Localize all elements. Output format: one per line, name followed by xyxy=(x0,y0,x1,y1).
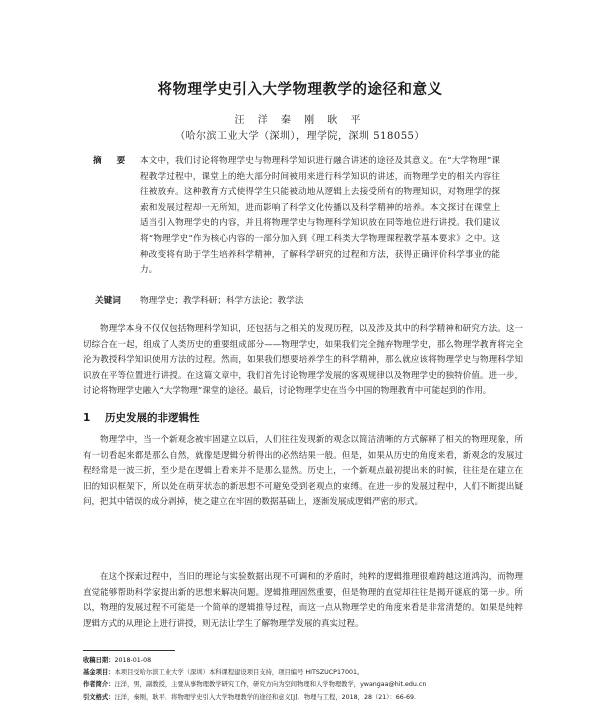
keywords-label: 关键词 xyxy=(95,296,121,306)
footnote-received: 收稿日期：2018-01-08 xyxy=(83,657,152,664)
keywords-text: 物理学史；教学科研；科学方法论；教学法 xyxy=(140,296,304,306)
paper-authors: 汪 洋 秦 刚 耿 平 xyxy=(234,115,366,126)
abstract-text: 本文中，我们讨论将物理学史与物理科学知识进行融合讲述的途径及其意义。在“大学物理”课程教学过程中，课堂上的绝大部分时间被用来进行科学知识的讲述，而物理学史的相关内容往往被放弃。这种教育方式使得学生只能被动地从逻辑上去接受所有的物理知识，对物理学的探索和发展过程却一无所知，进而影响了科学文化传播以及科学精神的培养。本文探讨在课堂上适当引入物理学史的内容，并且将物理学史与物理科学知识放在同等地位进行讲授。我们建议将“物理学史”作为核心内容的一部分加入到《理工科类大学物理课程教学基本要求》之中。这种改变将有助于学生培养科学精神，了解科学研究的过程和方法，获得正确评价科学事业的能力。 xyxy=(140,156,500,276)
section-number: 1 xyxy=(83,412,91,424)
footnote-author: 作者简介：汪洋，男，副教授，主要从事物理教学研究工作，研究方向为空间物理和人学物理教学，ywangaa@hit.edu.cn xyxy=(83,681,427,689)
section-heading xyxy=(83,410,200,425)
abstract-label: 摘 要 xyxy=(93,156,132,166)
abstract-block xyxy=(95,154,500,279)
section-title: 历史发展的非逻辑性 xyxy=(105,412,200,424)
footnote-citation: 引文格式：汪洋，秦刚，耿平．将物理学史引入大学物理教学的途径和意义[J]．物理与工程，2018，28（21）：66-69. xyxy=(83,693,417,701)
section1-paragraph-1: 物理学中，当一个新观念被牢固建立以后，人们往往发现新的观念以简洁清晰的方式解释了相关的物理现象，所有一切看起来都是那么自然，就像是逻辑分析得出的必然结果一般。但是，如果从历史的角度来看，新观念的发展过程经常是一波三折，至少是在逻辑上看来并不是那么显然。历史上，一个新观点最初提出来的时候，往往是在建立在旧的知识框架下，所以处在萌芽状态的新思想不可避免受到老观点的束缚。在进一步的发展过程中，人们不断提出疑问，把其中错误的成分剥掉，使之建立在牢固的数据基础上，逐渐发展成逻辑严密的形式。 xyxy=(83,435,523,508)
intro-paragraph: 物理学本身不仅仅包括物理科学知识，还包括与之相关的发现历程，以及涉及其中的科学精神和研究方法。这一切综合在一起，组成了人类历史的重要组成部分——物理学史，如果我们完全抛弃物理学史，那么物理学教育将完全沦为教授科学知识使用方法的过程。然而，如果我们想要培养学生的科学精神，那么就应该将物理学史与物理科学知识放在平等位置进行讲授。在这篇文章中，我们首先讨论物理学发展的客观规律以及物理学史的独特价值。进一步，讨论将物理学史融入“大学物理”课堂的途径。最后，讨论物理学史在当今中国的物理教育中可能起到的作用。 xyxy=(83,324,523,397)
paper-title: 将物理学史引入大学物理教学的途径和意义 xyxy=(157,82,443,98)
section1-paragraph-2: 在这个探索过程中，当旧的理论与实验数据出现不可调和的矛盾时，纯粹的逻辑推理很难跨越这道鸿沟，而物理直觉能够帮助科学家提出新的思想来解决问题。逻辑推理固然重要，但是物理的直觉却往往是揭开谜底的第一步。所以，物理的发展过程不可能是一个简单的逻辑推导过程，而这一点从物理学史的角度来看是非常清楚的。如果是纯粹逻辑方式的从理论上进行讲授，则无法让学生了解物理学发展的真实过程。 xyxy=(83,572,523,629)
keywords-block xyxy=(95,294,500,308)
paper-affiliation: （哈尔滨工业大学（深圳），理学院，深圳 518055） xyxy=(175,131,425,142)
footnote-divider xyxy=(83,650,175,651)
footnote-fund: 基金项目：本项目受哈尔滨工业大学（深圳）本科课程建设项目支持，项目编号 HITSZUCP17001。 xyxy=(83,669,364,677)
footnotes xyxy=(83,655,523,704)
